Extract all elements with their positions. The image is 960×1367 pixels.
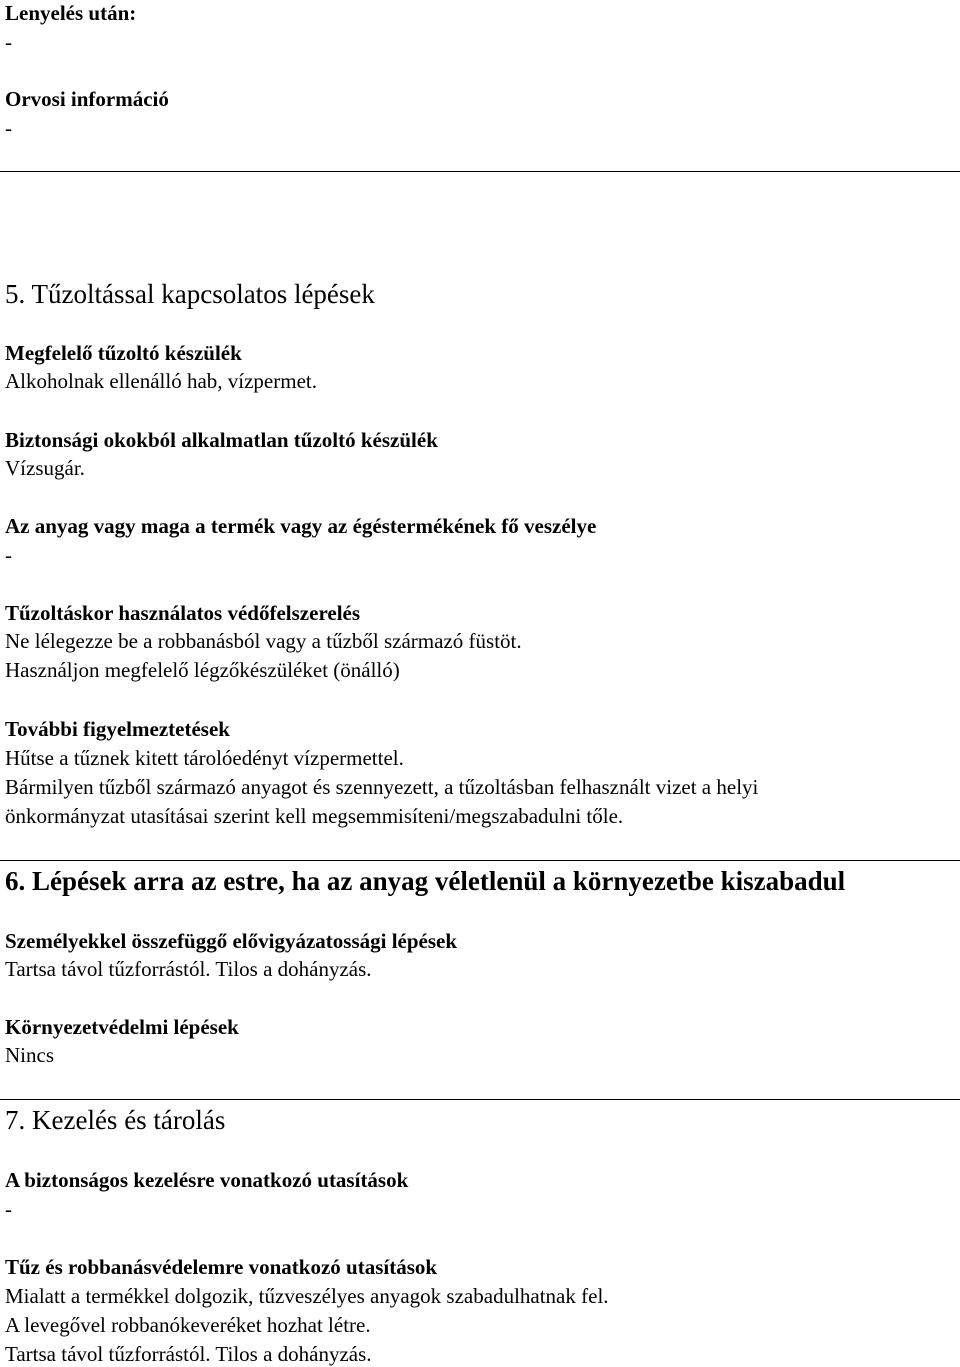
further-warnings-line: Bármilyen tűzből származó anyagot és szennyezett, a tűzoltásban felhasznált vizet a helyi — [5, 775, 759, 799]
section-divider — [0, 171, 960, 172]
suitable-extinguisher-heading: Megfelelő tűzoltó készülék — [5, 341, 242, 365]
after-swallowing-value: - — [5, 30, 12, 54]
further-warnings-line: Hűtse a tűznek kitett tárolóedényt vízpermettel. — [5, 746, 404, 770]
fire-explosion-line: A levegővel robbanókeveréket hozhat létre. — [5, 1313, 371, 1337]
protective-equipment-line: Használjon megfelelő légzőkészüléket (önálló) — [5, 658, 400, 682]
fire-explosion-line: Tartsa távol tűzforrástól. Tilos a dohányzás. — [5, 1342, 372, 1366]
environmental-value: Nincs — [5, 1043, 54, 1067]
further-warnings-line: önkormányzat utasításai szerint kell megsemmisíteni/megszabadulni tőle. — [5, 804, 624, 828]
medical-info-heading: Orvosi információ — [5, 87, 169, 111]
further-warnings-heading: További figyelmeztetések — [5, 717, 230, 741]
protective-equipment-heading: Tűzoltáskor használatos védőfelszerelés — [5, 601, 361, 625]
medical-info-value: - — [5, 116, 12, 140]
safe-handling-heading: A biztonságos kezelésre vonatkozó utasítások — [5, 1168, 409, 1192]
environmental-heading: Környezetvédelmi lépések — [5, 1015, 239, 1039]
unsuitable-extinguisher-heading: Biztonsági okokból alkalmatlan tűzoltó készülék — [5, 428, 438, 452]
personal-precautions-heading: Személyekkel összefüggő elővigyázatossági lépések — [5, 929, 458, 953]
section-divider — [0, 860, 960, 861]
suitable-extinguisher-value: Alkoholnak ellenálló hab, vízpermet. — [5, 369, 317, 393]
section-6-title: 6. Lépések arra az estre, ha az anyag véletlenül a környezetbe kiszabadul — [5, 866, 846, 896]
section-7-title: 7. Kezelés és tárolás — [5, 1105, 226, 1135]
hazard-heading: Az anyag vagy maga a termék vagy az égéstermékének fő veszélye — [5, 514, 597, 538]
section-divider — [0, 1099, 960, 1100]
fire-explosion-line: Mialatt a termékkel dolgozik, tűzveszélyes anyagok szabadulhatnak fel. — [5, 1284, 609, 1308]
protective-equipment-line: Ne lélegezze be a robbanásból vagy a tűzből származó füstöt. — [5, 629, 522, 653]
unsuitable-extinguisher-value: Vízsugár. — [5, 456, 85, 480]
hazard-value: - — [5, 543, 12, 567]
after-swallowing-heading: Lenyelés után: — [5, 1, 137, 25]
personal-precautions-value: Tartsa távol tűzforrástól. Tilos a dohányzás. — [5, 957, 372, 981]
section-5-title: 5. Tűzoltással kapcsolatos lépések — [5, 279, 375, 309]
safe-handling-value: - — [5, 1197, 12, 1221]
fire-explosion-heading: Tűz és robbanásvédelemre vonatkozó utasítások — [5, 1255, 438, 1279]
